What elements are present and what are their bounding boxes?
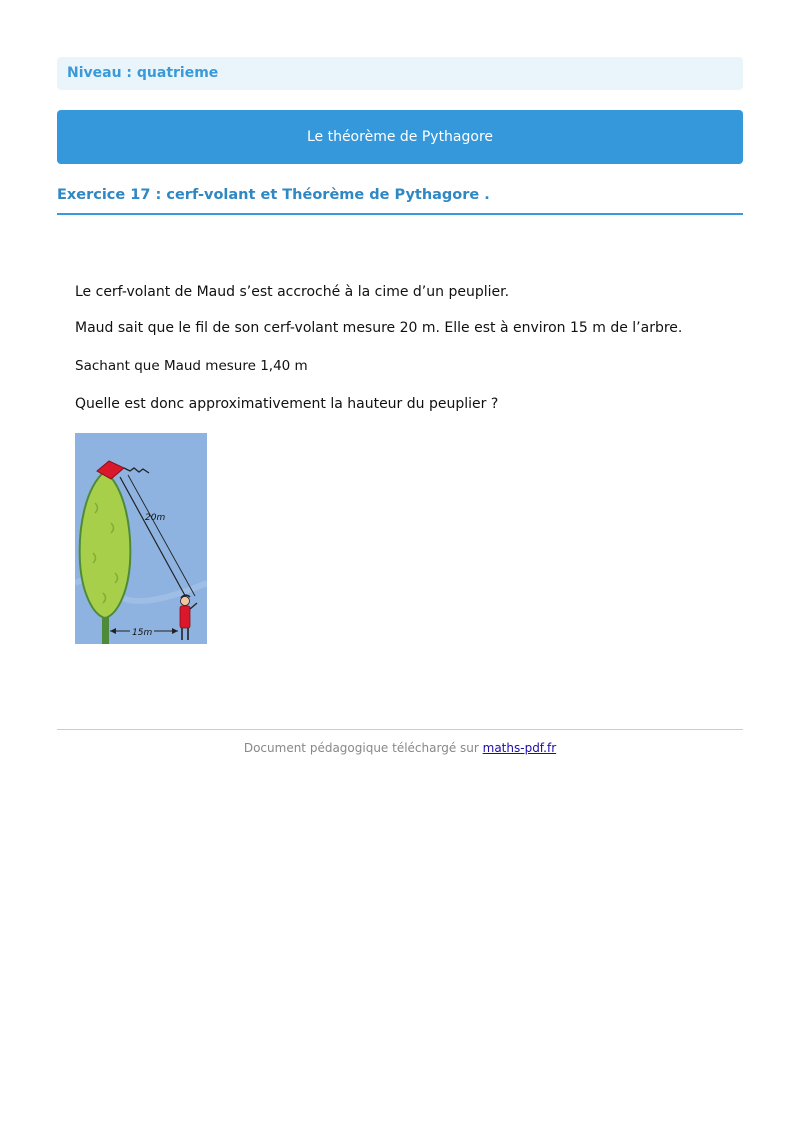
kite-tree-illustration [75,433,207,644]
footer-link[interactable]: maths-pdf.fr [482,741,557,755]
distance-label: 15m [132,628,153,638]
level-label: Niveau : quatrieme [57,57,743,90]
exercise-paragraph: Sachant que Maud mesure 1,40 m [75,358,308,374]
exercise-question: Quelle est donc approximativement la hauteur du peuplier ? [75,396,499,412]
string-length-label: 20m [145,513,166,523]
exercise-paragraph: Le cerf-volant de Maud s’est accroché à la cime d’un peuplier. [75,284,510,300]
exercise-title: Exercice 17 : cerf-volant et Théorème de Pythagore . [57,185,743,215]
footer-divider [57,729,743,730]
exercise-paragraph: Maud sait que le fil de son cerf-volant mesure 20 m. Elle est à environ 15 m de l’arbre. [75,320,683,336]
chapter-banner: Le théorème de Pythagore [57,110,743,164]
footer-text: Document pédagogique téléchargé sur [243,741,483,755]
footer [57,741,743,755]
girl-body [180,606,190,628]
